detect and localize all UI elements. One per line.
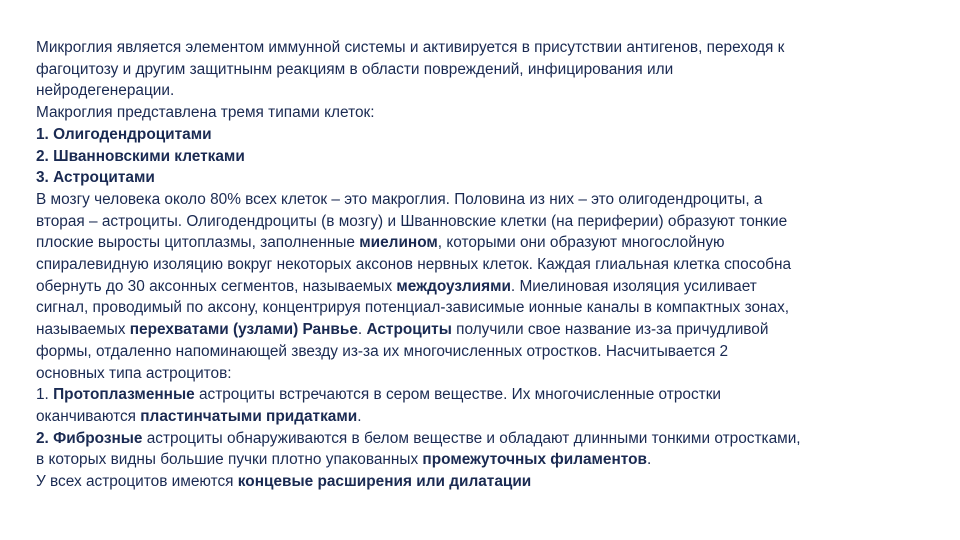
text-line xyxy=(36,189,941,211)
bold-term: 2. Фиброзные xyxy=(36,429,143,447)
bold-term: перехватами (узлами) Ранвье xyxy=(129,321,358,339)
text-line xyxy=(36,384,941,406)
bold-term: Астроциты xyxy=(366,321,452,339)
text-line xyxy=(36,146,941,168)
body-text xyxy=(36,37,941,493)
text-run: астроциты встречаются в сером веществе. Их многочисленные отростки xyxy=(194,386,722,404)
text-run: основных типа астроцитов: xyxy=(36,364,232,382)
text-line xyxy=(36,37,941,59)
text-line xyxy=(36,102,941,124)
text-run: . xyxy=(357,407,362,425)
text-line xyxy=(36,167,941,189)
bold-term: 1. Олигодендроцитами xyxy=(36,125,212,143)
text-line xyxy=(36,341,941,363)
text-line xyxy=(36,232,941,254)
text-line xyxy=(36,449,941,471)
text-line xyxy=(36,254,941,276)
text-line xyxy=(36,59,941,81)
text-run: фагоцитозу и другим защитнынм реакциям в области повреждений, инфицирования или xyxy=(36,60,674,78)
text-run: сигнал, проводимый по аксону, концентрируя потенциал-зависимые ионные каналы в компактных зонах, xyxy=(36,299,790,317)
text-line xyxy=(36,428,941,450)
text-run: спиралевидную изоляцию вокруг некоторых аксонов нервных клеток. Каждая глиальная клетка способна xyxy=(36,256,792,274)
text-run: получили свое название из-за причудливой xyxy=(451,321,769,339)
text-run: Макроглия представлена тремя типами клеток: xyxy=(36,104,375,122)
text-run: У всех астроцитов имеются xyxy=(36,473,238,491)
bold-term: междоузлиями xyxy=(396,277,511,295)
text-run: 1. xyxy=(36,386,54,404)
bold-term: Протоплазменные xyxy=(53,386,195,404)
text-line xyxy=(36,276,941,298)
bold-term: 3. Астроцитами xyxy=(36,169,155,187)
text-line xyxy=(36,124,941,146)
bold-term: концевые расширения или дилатации xyxy=(237,473,532,491)
text-run: вторая – астроциты. Олигодендроциты (в мозгу) и Шванновские клетки (на периферии) образуют тонкие xyxy=(36,212,788,230)
text-run: обернуть до 30 аксонных сегментов, называемых xyxy=(36,277,397,295)
text-run: . xyxy=(646,451,652,469)
text-run: . Миелиновая изоляция усиливает xyxy=(510,277,757,295)
text-run: . xyxy=(357,321,367,339)
bold-term: 2. Шванновскими клетками xyxy=(36,147,245,165)
text-line xyxy=(36,406,941,428)
text-line xyxy=(36,80,941,102)
bold-term: промежуточных филаментов xyxy=(422,451,647,469)
text-run: оканчиваются xyxy=(36,407,141,425)
text-run: , которыми они образуют многослойную xyxy=(437,234,725,252)
text-run: В мозгу человека около 80% всех клеток – это макроглия. Половина из них – это олигодендроциты, а xyxy=(36,190,763,208)
text-line xyxy=(36,471,941,493)
text-run: плоские выросты цитоплазмы, заполненные xyxy=(36,234,360,252)
text-run: астроциты обнаруживаются в белом веществе и обладают длинными тонкими отростками, xyxy=(142,429,801,447)
text-run: называемых xyxy=(36,321,130,339)
text-line xyxy=(36,319,941,341)
bold-term: пластинчатыми придатками xyxy=(140,407,358,425)
bold-term: миелином xyxy=(359,234,438,252)
text-line xyxy=(36,363,941,385)
text-line xyxy=(36,211,941,233)
text-run: в которых видны большие пучки плотно упакованных xyxy=(36,451,423,469)
text-run: формы, отдаленно напоминающей звезду из-за их многочисленных отростков. Насчитывается 2 xyxy=(36,342,729,360)
text-run: Микроглия является элементом иммунной системы и активируется в присутствии антигенов, переходя к xyxy=(36,39,785,56)
text-run: нейродегенерации. xyxy=(36,82,175,100)
text-line xyxy=(36,297,941,319)
